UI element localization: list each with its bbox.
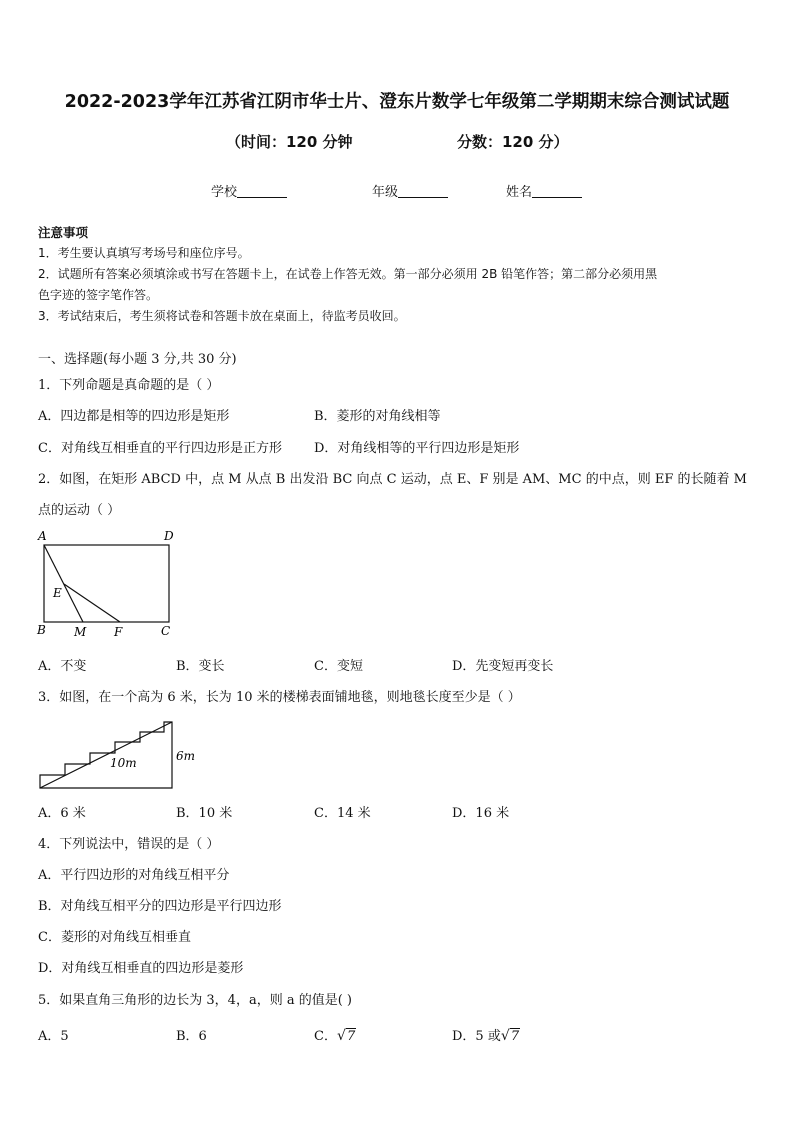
q5-option-a: A．5: [38, 1029, 69, 1044]
q5-option-d-label: D．5 或: [452, 1029, 501, 1044]
q3-option-c: C．14 米: [314, 806, 371, 821]
q4-option-d: D．对角线互相垂直的四边形是菱形: [38, 961, 244, 976]
q5-option-b: B．6: [176, 1029, 207, 1044]
notes-heading: 注意事项: [38, 225, 89, 240]
q5-option-c-radicand: 7: [346, 1029, 356, 1044]
label-e: E: [53, 586, 62, 600]
label-m: M: [74, 625, 87, 639]
section-heading: 一、选择题(每小题 3 分,共 30 分): [38, 352, 237, 367]
label-f: F: [114, 625, 123, 639]
name-field: [506, 181, 582, 200]
q4-option-a: A．平行四边形的对角线互相平分: [38, 868, 230, 883]
q1-option-d: D．对角线相等的平行四边形是矩形: [314, 441, 520, 456]
q5-option-c: [314, 1025, 356, 1044]
question-2-stem-cont: 点的运动（ ）: [38, 503, 121, 518]
note-item: 色字迹的签字笔作答。: [38, 288, 159, 302]
question-4-stem: 4．下列说法中，错误的是（ ）: [38, 837, 220, 852]
grade-field: [372, 181, 448, 200]
note-item: 3．考试结束后，考生须将试卷和答题卡放在桌面上，待监考员收回。: [38, 309, 406, 323]
school-field: [211, 181, 287, 200]
school-blank: [237, 185, 287, 198]
rectangle-figure: [34, 526, 184, 642]
label-b: B: [37, 623, 46, 637]
label-c: C: [161, 624, 171, 638]
q4-option-c: C．菱形的对角线互相垂直: [38, 930, 191, 945]
question-5-stem: 5．如果直角三角形的边长为 3，4，a，则 a 的值是( ): [38, 993, 352, 1008]
note-item: 1．考生要认真填写考场号和座位序号。: [38, 246, 250, 260]
exam-time: （时间：120 分钟: [226, 133, 353, 151]
sqrt-symbol: [501, 1029, 520, 1044]
q4-option-b: B．对角线互相平分的四边形是平行四边形: [38, 899, 282, 914]
note-item: 2．试题所有答案必须填涂或书写在答题卡上，在试卷上作答无效。第一部分必须用 2B 铅笔作答；第二部分必须用黑: [38, 267, 658, 281]
segment-am: [44, 545, 83, 622]
q1-option-a: A．四边都是相等的四边形是矩形: [38, 409, 230, 424]
page-title: 2022-2023学年江苏省江阴市华士片、澄东片数学七年级第二学期期末综合测试试题: [64, 92, 730, 112]
q2-option-c: C．变短: [314, 659, 363, 674]
q5-option-d-radicand: 7: [510, 1029, 520, 1044]
sqrt-symbol: [337, 1029, 356, 1044]
question-3-stem: 3．如图，在一个高为 6 米，长为 10 米的楼梯表面铺地毯，则地毯长度至少是（ ）: [38, 690, 521, 705]
grade-blank: [398, 185, 448, 198]
q5-option-d: [452, 1025, 520, 1044]
q5-option-c-label: C．: [314, 1029, 337, 1044]
label-d: D: [164, 529, 174, 543]
question-2-stem: 2．如图，在矩形 ABCD 中，点 M 从点 B 出发沿 BC 向点 C 运动，点 E、F 别是 AM、MC 的中点，则 EF 的长随着 M: [38, 472, 747, 487]
label-length: 10m: [110, 756, 137, 770]
q2-option-b: B．变长: [176, 659, 225, 674]
staircase-figure: [36, 718, 196, 792]
name-blank: [532, 185, 582, 198]
label-height: 6m: [176, 749, 196, 763]
name-label: 姓名: [506, 185, 533, 200]
q1-option-c: C．对角线互相垂直的平行四边形是正方形: [38, 441, 282, 456]
q3-option-a: A．6 米: [38, 806, 86, 821]
question-1-stem: 1．下列命题是真命题的是（ ）: [38, 378, 220, 393]
q3-option-d: D．16 米: [452, 806, 510, 821]
q2-option-a: A．不变: [38, 659, 87, 674]
school-label: 学校: [211, 185, 238, 200]
q3-option-b: B．10 米: [176, 806, 233, 821]
q1-option-b: B．菱形的对角线相等: [314, 409, 441, 424]
q2-option-d: D．先变短再变长: [452, 659, 554, 674]
exam-score: 分数：120 分）: [457, 133, 569, 151]
segment-ef: [64, 584, 120, 622]
rectangle-abcd: [44, 545, 169, 622]
staircase-diagonal: [40, 722, 172, 788]
grade-label: 年级: [372, 185, 399, 200]
label-a: A: [38, 529, 47, 543]
